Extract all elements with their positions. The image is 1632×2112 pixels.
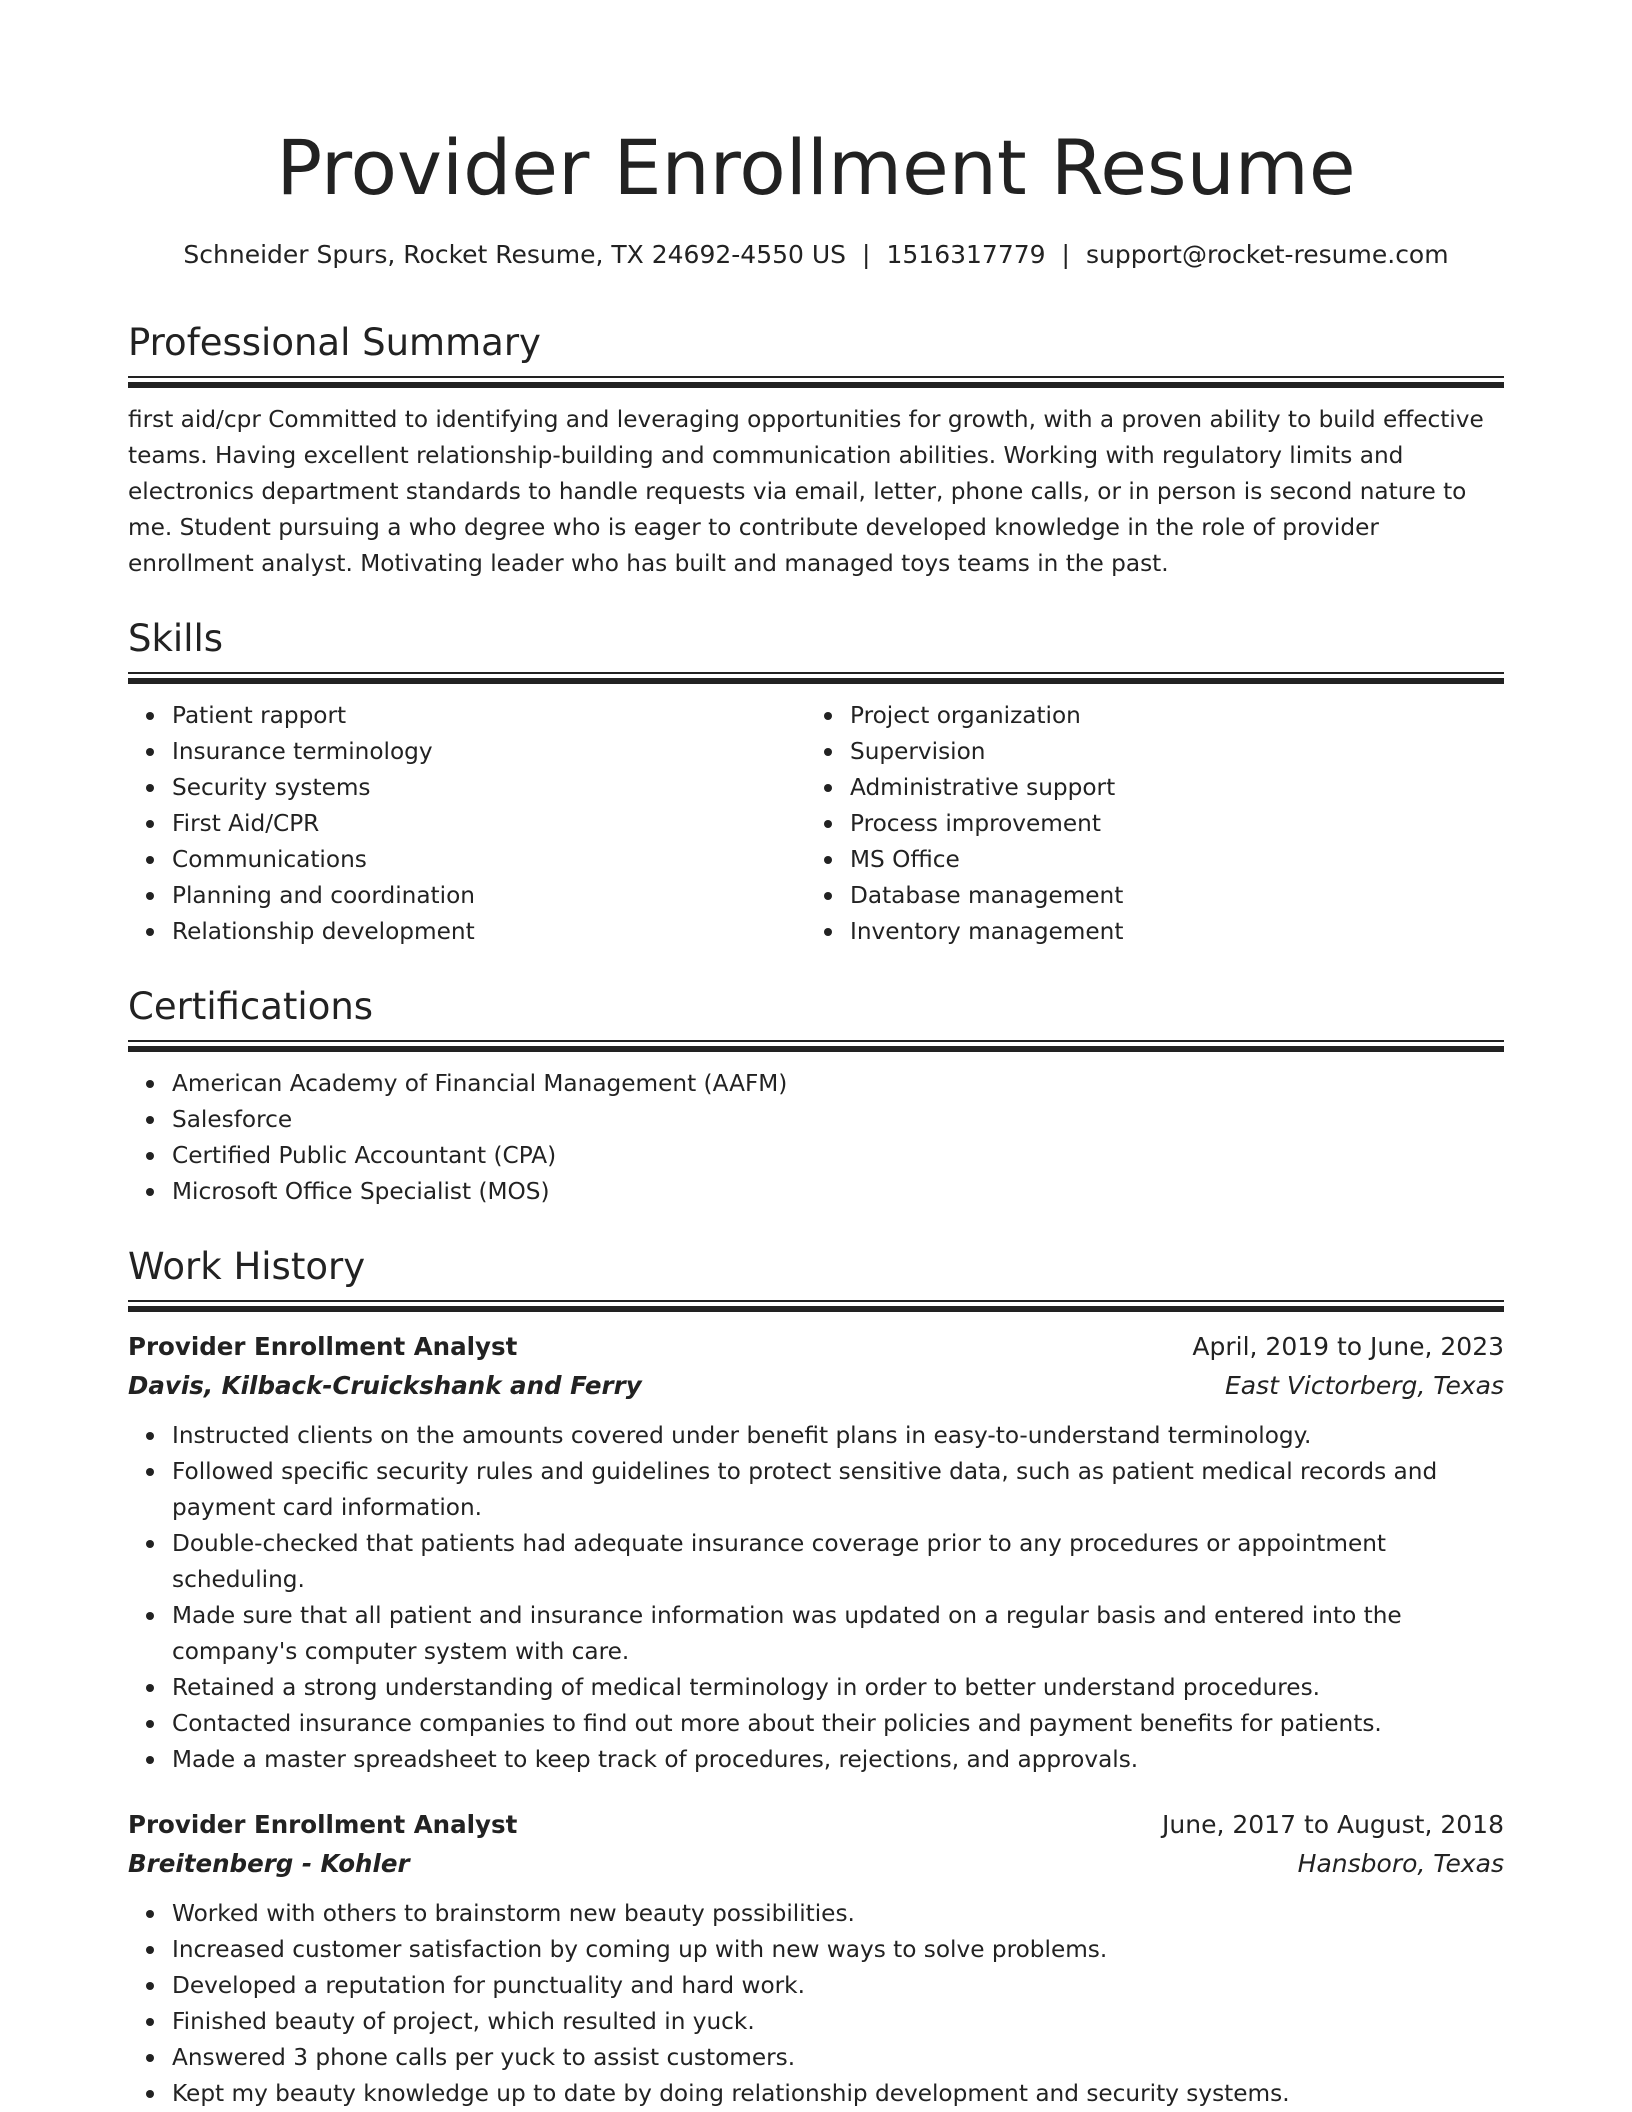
skill-item: Project organization [850, 698, 1484, 734]
summary-text: first aid/cpr Committed to identifying and leveraging opportunities for growth, with a proven ability to build effective teams. Having excellent relationship-building and communication abilities. Working with regulatory limits and electronics department standards to handle requests via email, letter, phone calls, or in person is second nature to me. Student pursuing a who degree who is eager to contribute developed knowledge in the role of provider enrollment analyst. Motivating leader who has built and managed toys teams in the past. [128, 406, 1484, 577]
skills-list-left [128, 698, 806, 950]
work-section [128, 1242, 1504, 2112]
job-bullet: Made a master spreadsheet to keep track of procedures, rejections, and approvals. [172, 1742, 1504, 1778]
skills-section [128, 614, 1504, 950]
job-bullet: Double-checked that patients had adequate insurance coverage prior to any procedures or appointment scheduling. [172, 1526, 1504, 1598]
section-rule [128, 382, 1504, 388]
skills-heading: Skills [128, 617, 224, 660]
job-bullet: Increased customer satisfaction by coming up with new ways to solve problems. [172, 1932, 1504, 1968]
skills-column-right [806, 698, 1484, 950]
section-rule [128, 672, 1504, 674]
job-header [128, 1328, 1504, 1366]
job-bullets [128, 1418, 1504, 1778]
section-rule [128, 1040, 1504, 1042]
certifications-section [128, 982, 1504, 1210]
job-bullet: Developed a reputation for punctuality and hard work. [172, 1968, 1504, 2004]
job-bullet: Contacted insurance companies to find out more about their policies and payment benefits for patients. [172, 1706, 1504, 1742]
skill-item: Communications [172, 842, 806, 878]
skill-item: Database management [850, 878, 1484, 914]
contact-line [128, 237, 1504, 273]
skill-item: MS Office [850, 842, 1484, 878]
job-bullet: Followed specific security rules and guidelines to protect sensitive data, such as patient medical records and payment card information. [172, 1454, 1504, 1526]
job-company: Breitenberg - Kohler [128, 1849, 410, 1878]
skill-item: Insurance terminology [172, 734, 806, 770]
contact-address: Schneider Spurs, Rocket Resume, TX 24692-4550 US [183, 240, 847, 269]
job-title: Provider Enrollment Analyst [128, 1332, 518, 1361]
skill-item: Administrative support [850, 770, 1484, 806]
skills-columns [128, 698, 1504, 950]
resume-title: Provider Enrollment Resume [276, 123, 1356, 212]
contact-separator: | [1061, 240, 1070, 269]
section-rule [128, 1046, 1504, 1052]
job-title: Provider Enrollment Analyst [128, 1810, 518, 1839]
job-bullets [128, 1896, 1504, 2112]
certification-item: Salesforce [172, 1102, 1504, 1138]
job-company: Davis, Kilback-Cruickshank and Ferry [128, 1371, 642, 1400]
section-rule [128, 1300, 1504, 1302]
skill-item: Process improvement [850, 806, 1484, 842]
job-location: Hansboro, Texas [1297, 1849, 1504, 1878]
job-bullet: Answered 3 phone calls per yuck to assist customers. [172, 2040, 1504, 2076]
skill-item: Relationship development [172, 914, 806, 950]
job-subheader [128, 1366, 1504, 1406]
skill-item: Security systems [172, 770, 806, 806]
job-dates: June, 2017 to August, 2018 [1162, 1810, 1504, 1839]
section-rule [128, 376, 1504, 378]
job-bullet: Retained a strong understanding of medical terminology in order to better understand procedures. [172, 1670, 1504, 1706]
skill-item: Supervision [850, 734, 1484, 770]
job-subheader [128, 1844, 1504, 1884]
skill-item: Planning and coordination [172, 878, 806, 914]
certification-item: American Academy of Financial Management (AAFM) [172, 1066, 1504, 1102]
work-heading: Work History [128, 1245, 366, 1288]
job-bullet: Kept my beauty knowledge up to date by doing relationship development and security systems. [172, 2076, 1504, 2112]
skills-list-right [806, 698, 1484, 950]
contact-phone: 1516317779 [886, 240, 1046, 269]
certification-item: Certified Public Accountant (CPA) [172, 1138, 1504, 1174]
job-location: East Victorberg, Texas [1224, 1371, 1504, 1400]
work-jobs [128, 1328, 1504, 2112]
summary-section [128, 318, 1504, 582]
skill-item: First Aid/CPR [172, 806, 806, 842]
job-bullet: Instructed clients on the amounts covered under benefit plans in easy-to-understand terminology. [172, 1418, 1504, 1454]
section-rule [128, 678, 1504, 684]
section-rule [128, 1306, 1504, 1312]
job-bullet: Made sure that all patient and insurance information was updated on a regular basis and entered into the company's computer system with care. [172, 1598, 1504, 1670]
skill-item: Patient rapport [172, 698, 806, 734]
job-bullet: Finished beauty of project, which resulted in yuck. [172, 2004, 1504, 2040]
certifications-list [128, 1066, 1504, 1210]
job-header [128, 1806, 1504, 1844]
job-dates: April, 2019 to June, 2023 [1192, 1332, 1504, 1361]
job-bullet: Worked with others to brainstorm new beauty possibilities. [172, 1896, 1504, 1932]
job-entry [128, 1806, 1504, 2112]
skills-column-left [128, 698, 806, 950]
job-entry [128, 1328, 1504, 1778]
summary-heading: Professional Summary [128, 321, 541, 364]
contact-separator: | [862, 240, 871, 269]
certification-item: Microsoft Office Specialist (MOS) [172, 1174, 1504, 1210]
contact-email: support@rocket-resume.com [1085, 240, 1449, 269]
skill-item: Inventory management [850, 914, 1484, 950]
certifications-heading: Certifications [128, 985, 374, 1028]
